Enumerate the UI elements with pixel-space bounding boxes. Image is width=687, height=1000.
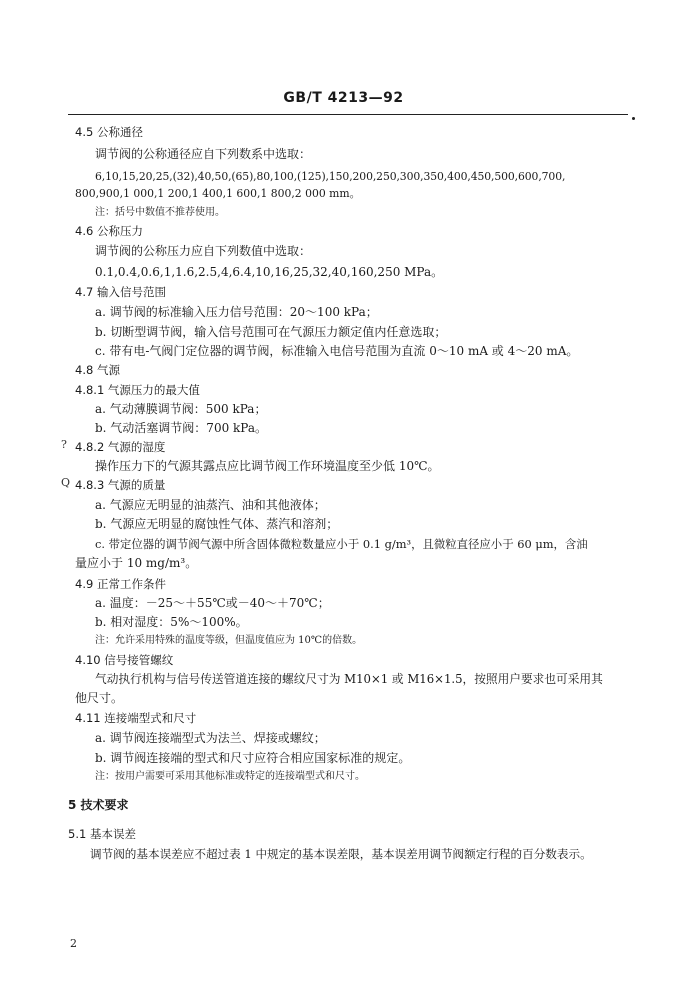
section-4-7-heading: 4.7 输入信号范围	[75, 285, 166, 299]
standard-header: GB/T 4213—92	[283, 90, 404, 106]
list-item: c. 带有电-气阀门定位器的调节阀，标准输入电信号范围为直流 0～10 mA 或 4～20 mA。	[95, 344, 579, 358]
section-4-8-3-heading: 4.8.3 气源的质量	[75, 478, 166, 492]
page-number: 2	[70, 937, 77, 950]
margin-mark: ?	[61, 438, 67, 451]
section-5-1-heading: 5.1 基本误差	[68, 827, 136, 841]
list-item: b. 相对湿度：5%～100%。	[95, 615, 248, 629]
margin-mark: Q	[61, 476, 71, 489]
section-4-5-heading: 4.5 公称通径	[75, 125, 143, 139]
list-item: a. 气源应无明显的油蒸汽、油和其他液体；	[95, 498, 326, 512]
note: 注：括号中数值不推荐使用。	[95, 207, 225, 218]
section-4-11-heading: 4.11 连接端型式和尺寸	[75, 711, 197, 725]
list-item: a. 调节阀连接端型式为法兰、焊接或螺纹；	[95, 731, 326, 745]
section-4-9-heading: 4.9 正常工作条件	[75, 577, 166, 591]
header-rule	[68, 114, 628, 115]
paragraph: 操作压力下的气源其露点应比调节阀工作环境温度至少低 10℃。	[95, 459, 440, 473]
list-item: b. 切断型调节阀，输入信号范围可在气源压力额定值内任意选取；	[95, 325, 447, 339]
section-5-heading: 5 技术要求	[68, 798, 129, 812]
section-4-10-heading: 4.10 信号接管螺纹	[75, 653, 174, 667]
paragraph: 他尺寸。	[75, 691, 124, 705]
paragraph: 800,900,1 000,1 200,1 400,1 600,1 800,2 000 mm。	[75, 187, 361, 200]
section-4-8-2-heading: 4.8.2 气源的湿度	[75, 440, 166, 454]
list-item: a. 气动薄膜调节阀：500 kPa；	[95, 402, 267, 416]
list-item: b. 气源应无明显的腐蚀性气体、蒸汽和溶剂；	[95, 517, 339, 531]
list-item: b. 调节阀连接端的型式和尺寸应符合相应国家标准的规定。	[95, 751, 411, 765]
paragraph: 调节阀的公称压力应自下列数值中选取：	[95, 244, 312, 258]
list-item: b. 气动活塞调节阀：700 kPa。	[95, 421, 267, 435]
paragraph: 0.1,0.4,0.6,1,1.6,2.5,4,6.4,10,16,25,32,40,160,250 MPa。	[95, 265, 444, 279]
list-item: a. 温度：－25～＋55℃或－40～＋70℃；	[95, 596, 330, 610]
section-4-6-heading: 4.6 公称压力	[75, 224, 143, 238]
scan-dot	[632, 117, 635, 120]
section-4-8-heading: 4.8 气源	[75, 363, 120, 377]
note: 注：允许采用特殊的温度等级，但温度值应为 10℃的倍数。	[95, 635, 363, 646]
paragraph: 调节阀的公称通径应自下列数系中选取：	[95, 147, 312, 161]
note: 注：按用户需要可采用其他标准或特定的连接端型式和尺寸。	[95, 771, 365, 782]
section-4-8-1-heading: 4.8.1 气源压力的最大值	[75, 383, 200, 397]
paragraph: 气动执行机构与信号传送管道连接的螺纹尺寸为 M10×1 或 M16×1.5，按照用户要求也可采用其	[95, 672, 603, 686]
paragraph: 6,10,15,20,25,(32),40,50,(65),80,100,(125),150,200,250,300,350,400,450,500,600,700,	[95, 170, 566, 183]
list-item: c. 带定位器的调节阀气源中所含固体微粒数量应小于 0.1 g/m³，且微粒直径应小于 60 μm，含油	[95, 537, 588, 551]
paragraph: 调节阀的基本误差应不超过表 1 中规定的基本误差限，基本误差用调节阀额定行程的百分数表示。	[90, 847, 592, 861]
list-item: a. 调节阀的标准输入压力信号范围：20～100 kPa；	[95, 305, 378, 319]
paragraph: 量应小于 10 mg/m³。	[75, 556, 198, 570]
